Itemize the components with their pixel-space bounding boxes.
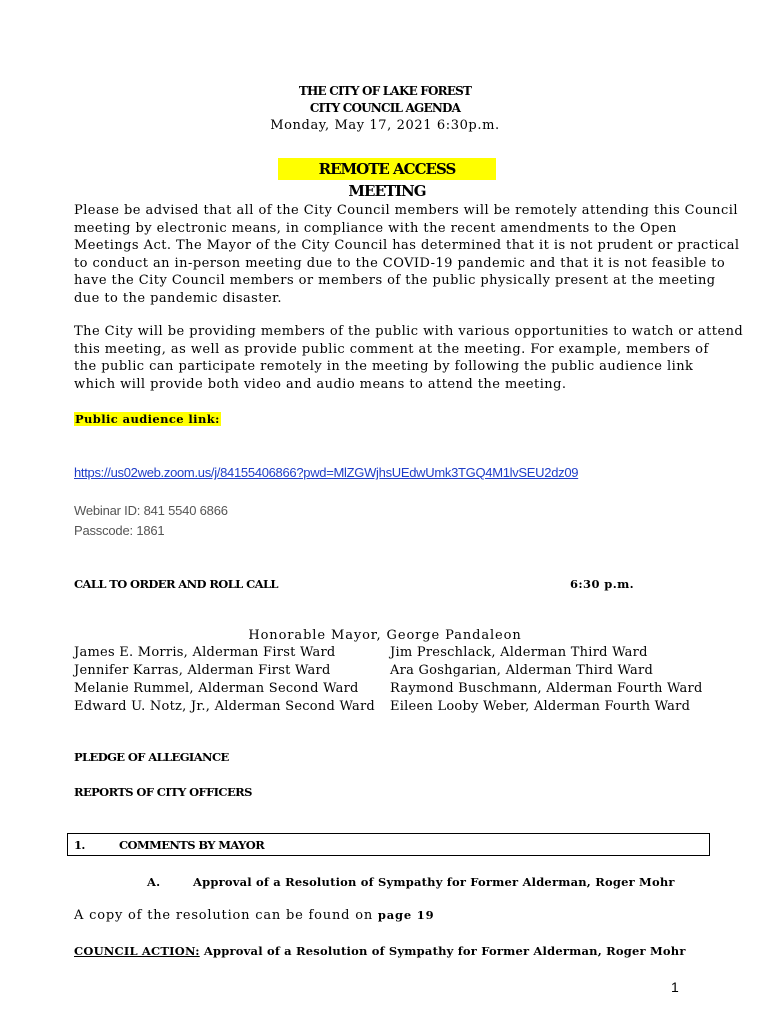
aldermen-right-column	[390, 644, 703, 716]
call-to-order-heading: CALL TO ORDER AND ROLL CALL	[74, 577, 278, 591]
alderman-entry: James E. Morris, Alderman First Ward	[74, 645, 336, 660]
paragraph-line: have the City Council members or members of the public physically present at the meeting	[74, 273, 716, 289]
paragraph-line: to conduct an in-person meeting due to the COVID-19 pandemic and that it is not feasible to	[74, 255, 726, 271]
public-participation-paragraph	[74, 323, 744, 393]
council-action-label: COUNCIL ACTION:	[74, 944, 200, 958]
page-reference: page 19	[377, 908, 435, 922]
paragraph-line: which will provide both video and audio means to attend the meeting.	[74, 376, 567, 392]
alderman-entry: Raymond Buschmann, Alderman Fourth Ward	[390, 681, 703, 696]
paragraph-line: Please be advised that all of the City Council members will be remotely attending this Council	[74, 203, 738, 218]
aldermen-left-column	[74, 644, 375, 716]
mayor-name: Honorable Mayor, George Pandaleon	[248, 628, 522, 643]
paragraph-line: the public can participate remotely in the meeting by following the public audience link	[74, 359, 694, 375]
header-city-name: THE CITY OF LAKE FOREST	[298, 84, 472, 98]
pledge-heading: PLEDGE OF ALLEGIANCE	[74, 750, 229, 764]
passcode: Passcode: 1861	[74, 523, 165, 538]
paragraph-line: due to the pandemic disaster.	[74, 290, 282, 306]
zoom-meeting-link[interactable]: https://us02web.zoom.us/j/84155406866?pwd=MlZGWjhsUEdwUmk3TGQ4M1lvSEU2dz09	[74, 465, 579, 480]
alderman-entry: Jennifer Karras, Alderman First Ward	[74, 663, 331, 678]
item-a-title: Approval of a Resolution of Sympathy for Former Alderman, Roger Mohr	[193, 875, 675, 889]
alderman-entry: Eileen Looby Weber, Alderman Fourth Ward	[390, 699, 691, 714]
paragraph-line: The City will be providing members of the public with various opportunities to watch or attend	[74, 324, 744, 339]
page-number: 1	[671, 979, 679, 995]
call-to-order-time: 6:30 p.m.	[570, 577, 635, 591]
section-1-heading: COMMENTS BY MAYOR	[119, 838, 265, 852]
paragraph-line: this meeting, as well as provide public comment at the meeting. For example, members of	[74, 341, 709, 357]
public-audience-link-label: Public audience link:	[75, 412, 220, 426]
header-agenda-title: CITY COUNCIL AGENDA	[309, 101, 461, 115]
section-1-number: 1.	[74, 838, 85, 852]
paragraph-line: meeting by electronic means, in compliance with the recent amendments to the Open	[74, 220, 677, 236]
resolution-copy-note	[74, 908, 434, 923]
section-1-box	[67, 833, 710, 856]
council-action-text: Approval of a Resolution of Sympathy for Former Alderman, Roger Mohr	[199, 944, 686, 958]
meeting-date: Monday, May 17, 2021 6:30p.m.	[270, 118, 500, 133]
alderman-entry: Jim Preschlack, Alderman Third Ward	[390, 645, 648, 660]
council-action	[74, 944, 686, 958]
remote-meeting-title: REMOTE ACCESS MEETING	[278, 158, 496, 180]
copy-note-text: A copy of the resolution can be found on	[74, 908, 378, 923]
reports-heading: REPORTS OF CITY OFFICERS	[74, 785, 252, 799]
remote-notice-paragraph	[74, 202, 740, 308]
paragraph-line: Meetings Act. The Mayor of the City Council has determined that it is not prudent or practical	[74, 238, 740, 254]
item-a-letter: A.	[147, 875, 161, 889]
alderman-entry: Ara Goshgarian, Alderman Third Ward	[390, 663, 654, 678]
alderman-entry: Edward U. Notz, Jr., Alderman Second Ward	[74, 699, 375, 714]
alderman-entry: Melanie Rummel, Alderman Second Ward	[74, 681, 359, 696]
webinar-id: Webinar ID: 841 5540 6866	[74, 503, 228, 518]
